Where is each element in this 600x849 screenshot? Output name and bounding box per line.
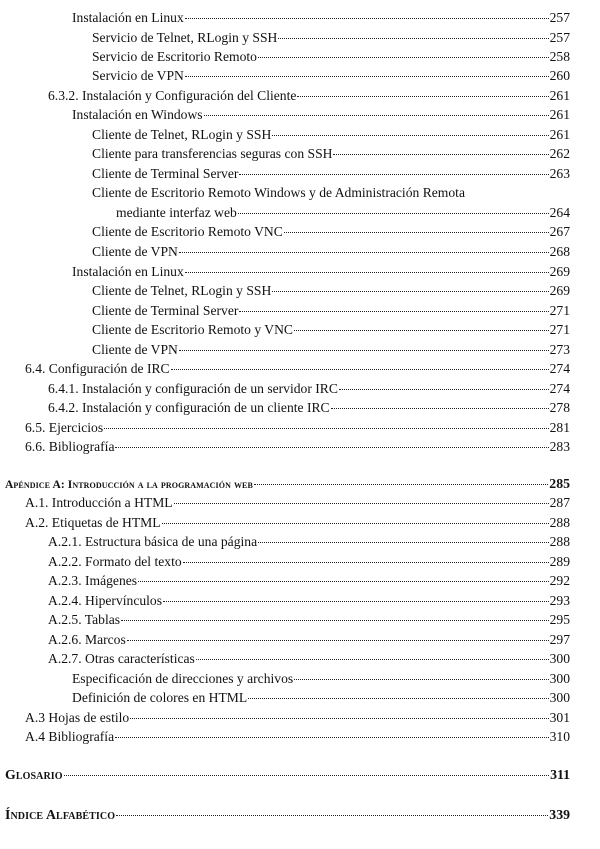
dot-leader (138, 581, 549, 582)
toc-entry[interactable] (92, 68, 570, 84)
toc-entry-title: A.2.1. Estructura básica de una página (48, 534, 258, 549)
toc-entry-page: 273 (549, 342, 570, 357)
dot-leader (272, 135, 548, 136)
toc-entry-title: Cliente para transferencias seguras con SSH (92, 146, 333, 161)
toc-entry-title: Índice Alfabético (5, 807, 116, 822)
dot-leader (284, 232, 549, 233)
dot-leader (294, 679, 548, 680)
toc-chapter-entry[interactable] (5, 476, 570, 493)
toc-entry-page: 288 (549, 515, 570, 530)
dot-leader (104, 428, 548, 429)
toc-entry-title: Cliente de Escritorio Remoto y VNC (92, 322, 293, 337)
toc-entry[interactable] (92, 127, 570, 143)
toc-entry[interactable] (25, 495, 570, 511)
dot-leader (239, 174, 548, 175)
dot-leader (163, 601, 549, 602)
toc-entry[interactable] (72, 671, 570, 687)
toc-entry[interactable] (92, 224, 570, 240)
toc-entry[interactable] (116, 205, 570, 221)
toc-entry-title: 6.5. Ejercicios (25, 420, 104, 435)
dot-leader (162, 523, 549, 524)
toc-entry[interactable] (92, 30, 570, 46)
toc-entry[interactable] (48, 573, 570, 589)
dot-leader (185, 272, 549, 273)
dot-leader (272, 291, 548, 292)
toc-entry[interactable] (48, 593, 570, 609)
dot-leader (185, 18, 549, 19)
toc-entry-page: 292 (549, 573, 570, 588)
toc-entry-page: 300 (549, 690, 570, 705)
toc-entry-title: A.2.3. Imágenes (48, 573, 138, 588)
dot-leader (297, 96, 548, 97)
toc-entry[interactable] (48, 554, 570, 570)
toc-chapter-entry[interactable] (5, 807, 570, 823)
dot-leader (179, 252, 549, 253)
toc-entry[interactable] (72, 107, 570, 123)
toc-entry[interactable] (25, 729, 570, 745)
toc-entry-title: A.1. Introducción a HTML (25, 495, 173, 510)
toc-entry-page: 260 (549, 68, 570, 83)
toc-entry-page: 311 (550, 767, 570, 782)
toc-entry-title: Servicio de Escritorio Remoto (92, 49, 257, 64)
dot-leader (196, 659, 549, 660)
toc-entry[interactable] (48, 400, 570, 416)
toc-entry-page: 285 (549, 476, 570, 491)
toc-entry[interactable] (48, 651, 570, 667)
toc-entry-title: A.3 Hojas de estilo (25, 710, 130, 725)
toc-entry-page: 262 (549, 146, 570, 161)
toc-entry[interactable] (48, 381, 570, 397)
toc-entry[interactable] (92, 146, 570, 162)
dot-leader (116, 815, 548, 816)
toc-entry-page: 263 (549, 166, 570, 181)
toc-entry-title: A.2.7. Otras características (48, 651, 195, 666)
toc-entry-page: 257 (549, 10, 570, 25)
dot-leader (183, 562, 549, 563)
toc-entry-page: 257 (549, 30, 570, 45)
dot-leader (258, 542, 548, 543)
toc-entry-page: 271 (549, 303, 570, 318)
toc-entry[interactable] (48, 632, 570, 648)
toc-entry-page: 264 (549, 205, 570, 220)
toc-entry-title: A.4 Bibliografía (25, 729, 115, 744)
toc-entry[interactable] (48, 534, 570, 550)
toc-entry-title: Cliente de Telnet, RLogin y SSH (92, 283, 272, 298)
toc-entry[interactable] (72, 10, 570, 26)
dot-leader (171, 369, 549, 370)
toc-entry-title: Instalación en Linux (72, 264, 184, 279)
toc-entry-page: 274 (549, 361, 570, 376)
toc-entry-title: 6.3.2. Instalación y Configuración del Cliente (48, 88, 297, 103)
toc-entry-page: 293 (549, 593, 570, 608)
dot-leader (254, 484, 548, 485)
dot-leader (115, 447, 548, 448)
toc-entry-title: 6.6. Bibliografía (25, 439, 115, 454)
toc-entry[interactable] (72, 264, 570, 280)
dot-leader (239, 311, 548, 312)
toc-entry-page: 258 (549, 49, 570, 64)
toc-entry-page: 261 (549, 88, 570, 103)
toc-entry-title: Cliente de Terminal Server (92, 303, 239, 318)
dot-leader (204, 115, 549, 116)
toc-entry-page: 301 (549, 710, 570, 725)
toc-entry-page: 281 (549, 420, 570, 435)
toc-entry-page: 295 (549, 612, 570, 627)
toc-entry-title: Apéndice A: Introducción a la programación web (5, 479, 253, 491)
toc-entry-title: Servicio de VPN (92, 68, 184, 83)
dot-leader (248, 698, 548, 699)
toc-entry-title: 6.4. Configuración de IRC (25, 361, 170, 376)
toc-entry[interactable] (92, 342, 570, 358)
dot-leader (185, 76, 549, 77)
toc-entry-title: Instalación en Linux (72, 10, 184, 25)
toc-entry-page: 267 (549, 224, 570, 239)
toc-entry[interactable] (48, 88, 570, 104)
toc-entry-title: A.2.2. Formato del texto (48, 554, 182, 569)
toc-entry[interactable] (92, 283, 570, 299)
dot-leader (238, 213, 549, 214)
toc-entry-page: 274 (549, 381, 570, 396)
toc-entry[interactable] (92, 49, 570, 65)
toc-entry[interactable] (92, 303, 570, 319)
toc-entry-title: Cliente de VPN (92, 342, 178, 357)
toc-entry-page: 297 (549, 632, 570, 647)
toc-entry-title: A.2. Etiquetas de HTML (25, 515, 161, 530)
toc-entry-title: Cliente de Telnet, RLogin y SSH (92, 127, 272, 142)
dot-leader (331, 408, 549, 409)
toc-entry-page: 261 (549, 127, 570, 142)
toc-entry-title: 6.4.1. Instalación y configuración de un servidor IRC (48, 381, 338, 396)
toc-entry-title: Cliente de VPN (92, 244, 178, 259)
dot-leader (294, 330, 549, 331)
dot-leader (121, 620, 549, 621)
toc-entry-title: Instalación en Windows (72, 107, 203, 122)
toc-entry[interactable] (25, 439, 570, 455)
toc-entry[interactable] (48, 612, 570, 628)
toc-entry-title: Glosario (5, 767, 63, 782)
toc-chapter-entry[interactable] (5, 767, 570, 783)
toc-entry-title: A.2.6. Marcos (48, 632, 126, 647)
toc-entry-title: mediante interfaz web (116, 205, 237, 220)
toc-entry-page: 287 (549, 495, 570, 510)
toc-entry-page: 300 (549, 671, 570, 686)
toc-entry-page: 278 (549, 400, 570, 415)
toc-entry-page: 261 (549, 107, 570, 122)
toc-entry-page: 269 (549, 264, 570, 279)
toc-entry-page: 269 (549, 283, 570, 298)
toc-entry-page: 271 (549, 322, 570, 337)
dot-leader (127, 640, 549, 641)
toc-entry-title: A.2.5. Tablas (48, 612, 121, 627)
toc-entry-title: Cliente de Escritorio Remoto VNC (92, 224, 283, 239)
dot-leader (174, 503, 549, 504)
toc-entry[interactable] (25, 515, 570, 531)
dot-leader (333, 154, 548, 155)
toc-entry[interactable] (25, 361, 570, 377)
toc-entry-page: 310 (549, 729, 570, 744)
dot-leader (179, 350, 549, 351)
toc-entry-page: 339 (549, 807, 570, 822)
toc-entry-title-line1[interactable]: Cliente de Escritorio Remoto Windows y de Administración Remota (92, 185, 465, 200)
dot-leader (64, 775, 549, 776)
toc-entry-title: Servicio de Telnet, RLogin y SSH (92, 30, 278, 45)
toc-entry[interactable] (92, 244, 570, 260)
toc-entry-title: Cliente de Terminal Server (92, 166, 239, 181)
toc-entry-page: 289 (549, 554, 570, 569)
dot-leader (339, 389, 549, 390)
toc-entry-title: Definición de colores en HTML (72, 690, 248, 705)
dot-leader (258, 57, 549, 58)
toc-entry-title: Especificación de direcciones y archivos (72, 671, 294, 686)
toc-entry-title: 6.4.2. Instalación y configuración de un cliente IRC (48, 400, 330, 415)
dot-leader (115, 737, 549, 738)
toc-entry-title: A.2.4. Hipervínculos (48, 593, 163, 608)
toc-entry[interactable] (25, 420, 570, 436)
toc-entry-page: 300 (549, 651, 570, 666)
toc-entry-page: 268 (549, 244, 570, 259)
toc-entry[interactable] (92, 322, 570, 338)
toc-entry[interactable] (92, 166, 570, 182)
toc-entry-page: 283 (549, 439, 570, 454)
dot-leader (130, 718, 548, 719)
toc-entry[interactable] (25, 710, 570, 726)
dot-leader (278, 38, 548, 39)
toc-entry-page: 288 (549, 534, 570, 549)
toc-entry[interactable] (72, 690, 570, 706)
